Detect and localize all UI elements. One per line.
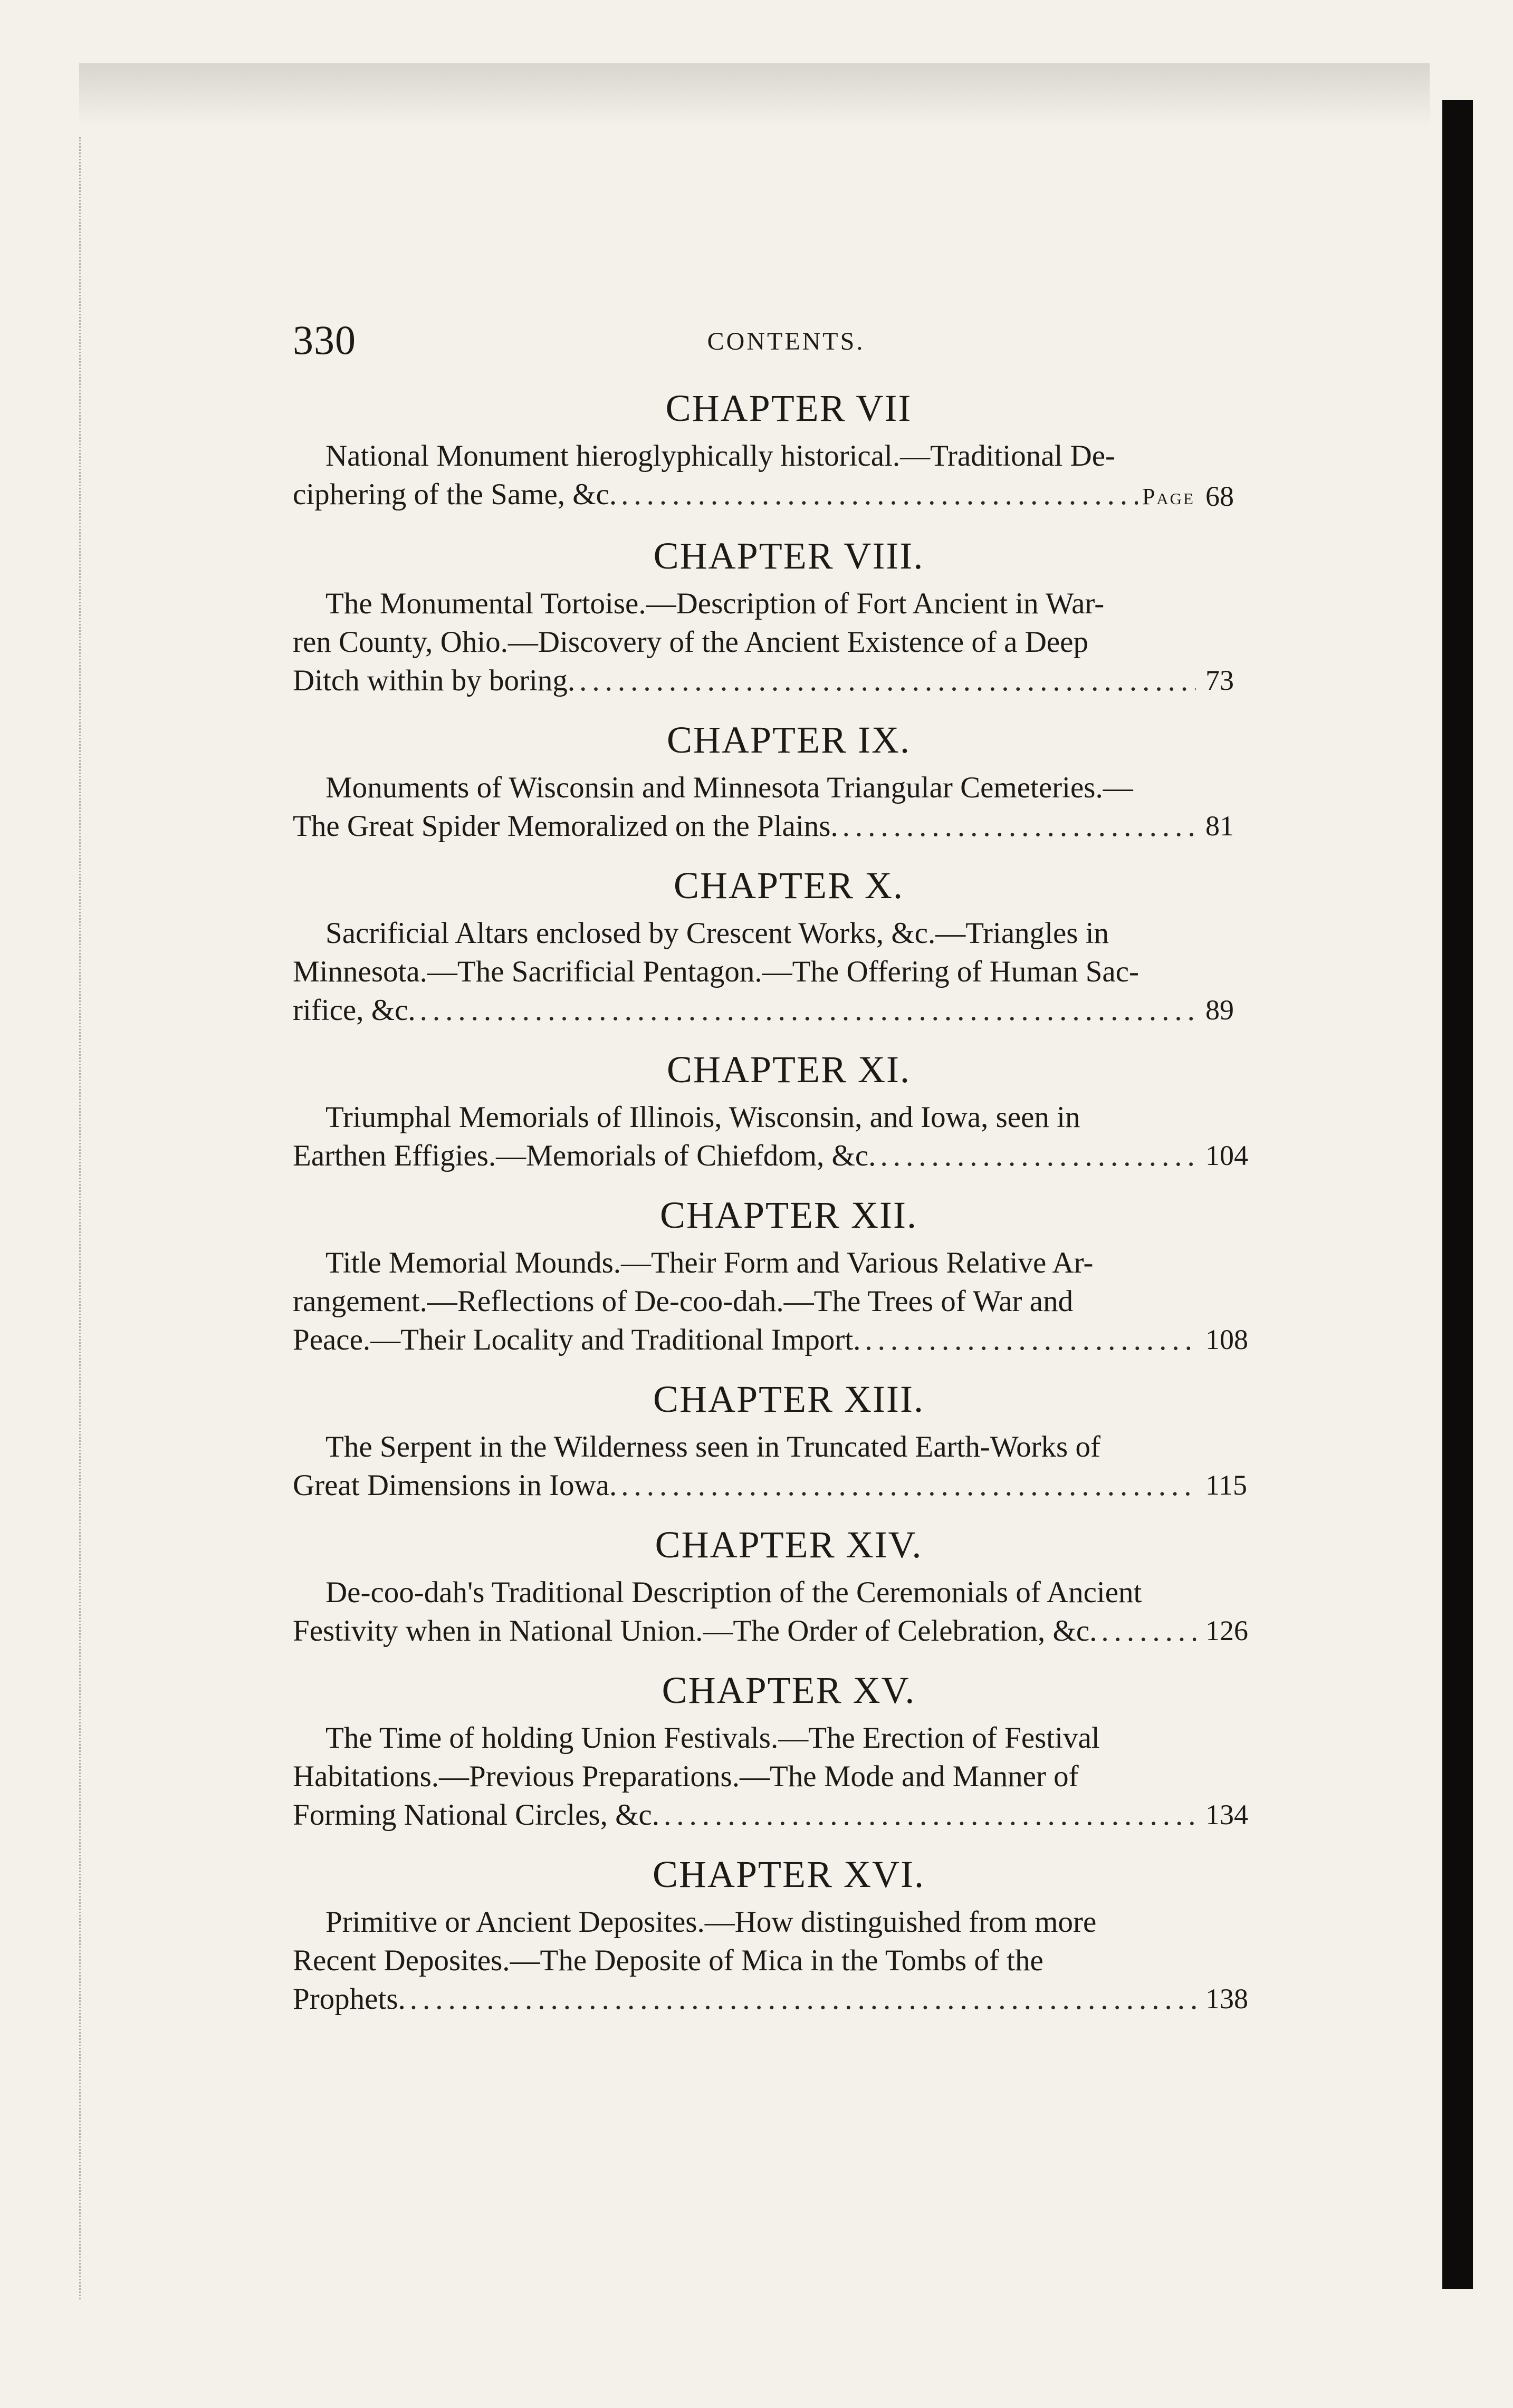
chapter-heading: CHAPTER IX. [666,719,911,761]
chapter-entry [293,380,1274,527]
description-line: Peace.—Their Locality and Traditional Import. [293,1323,861,1356]
dot-leader [621,1466,1196,1505]
page-reference: 81 [1205,810,1234,842]
chapter-description [293,437,1274,527]
chapter-heading: CHAPTER VIII. [653,535,924,577]
chapter-description [293,1244,1274,1371]
page-edge-smudge [79,63,1430,127]
description-line: Minnesota.—The Sacrificial Pentagon.—The Offering of Human Sac- [293,955,1139,988]
page-reference: 126 [1205,1615,1248,1646]
chapter-description [293,1719,1274,1846]
page-reference: 104 [1205,1140,1248,1171]
page-header [293,316,1279,364]
description-line: Triumphal Memorials of Illinois, Wisconsin, and Iowa, seen in [325,1101,1080,1134]
chapter-heading: CHAPTER X. [673,864,904,907]
page-label: Page [1142,484,1195,509]
chapter-heading: CHAPTER XIV. [655,1524,923,1566]
chapter-entry [293,1371,1274,1516]
page-reference: 115 [1205,1469,1247,1501]
chapter-description [293,1428,1274,1516]
description-line: The Time of holding Union Festivals.—The Erection of Festival [325,1721,1100,1755]
dot-leader [865,1321,1196,1359]
page-reference: 134 [1205,1799,1248,1831]
description-line: Prophets. [293,1982,406,2016]
description-last-line [293,475,1200,516]
description-last-line [293,991,1200,1029]
chapter-entry [293,1041,1274,1187]
chapter-description [293,1098,1274,1187]
description-last-line [293,1466,1200,1505]
page-reference: 73 [1205,664,1234,696]
page-reference: 108 [1205,1324,1248,1355]
description-line: rangement.—Reflections of De-coo-dah.—The Trees of War and [293,1285,1074,1318]
chapter-description [293,1573,1274,1662]
chapter-heading: CHAPTER XVI. [652,1853,925,1895]
chapter-heading: CHAPTER VII [665,387,912,429]
description-last-line [293,1612,1200,1650]
chapter-heading: CHAPTER XII. [660,1194,917,1236]
page-reference: 68 [1205,480,1234,512]
chapter-entry [293,527,1274,711]
description-line: Habitations.—Previous Preparations.—The Mode and Manner of [293,1760,1079,1793]
description-line: De-coo-dah's Traditional Description of the Ceremonials of Ancient [325,1576,1142,1609]
description-line: Earthen Effigies.—Memorials of Chiefdom, &c. [293,1139,876,1172]
chapter-entry [293,857,1274,1041]
chapter-entry [293,1662,1274,1846]
description-last-line [293,661,1200,700]
description-line: Primitive or Ancient Deposites.—How distinguished from more [325,1905,1097,1939]
description-line: National Monument hieroglyphically historical.—Traditional De- [325,439,1116,473]
description-line: ren County, Ohio.—Discovery of the Ancient Existence of a Deep [293,625,1088,659]
dot-leader [621,475,1138,514]
description-last-line [293,1136,1200,1175]
chapter-description [293,584,1274,711]
chapter-description [293,768,1274,857]
dot-leader [880,1136,1196,1175]
description-line: Monuments of Wisconsin and Minnesota Triangular Cemeteries.— [325,771,1133,804]
description-line: The Monumental Tortoise.—Description of Fort Ancient in War- [325,587,1105,620]
dot-leader [1101,1612,1196,1650]
description-line: rifice, &c. [293,994,416,1027]
description-line: Ditch within by boring. [293,664,576,697]
binding-shadow-bar [1442,100,1473,2289]
page-reference: 89 [1205,994,1234,1026]
chapter-heading: CHAPTER XI. [666,1048,911,1091]
chapter-entry [293,1187,1274,1371]
dot-leader [410,1980,1196,2018]
chapter-description [293,1903,1274,2030]
description-line: ciphering of the Same, &c. [293,478,617,511]
chapter-heading: CHAPTER XIII. [653,1378,924,1420]
chapter-entry [293,1846,1274,2030]
page-number: 330 [293,317,356,363]
description-line: Forming National Circles, &c. [293,1798,659,1832]
left-margin-specks [79,137,112,2299]
dot-leader [420,991,1196,1029]
chapter-heading: CHAPTER XV. [662,1669,916,1711]
description-line: Great Dimensions in Iowa. [293,1469,617,1502]
running-head: CONTENTS. [707,328,865,355]
description-line: Festivity when in National Union.—The Order of Celebration, &c. [293,1614,1097,1648]
description-last-line [293,1321,1200,1359]
description-line: Sacrificial Altars enclosed by Crescent Works, &c.—Triangles in [325,917,1109,950]
description-line: The Great Spider Memoralized on the Plains. [293,810,838,843]
chapter-entry [293,711,1274,857]
dot-leader [579,661,1196,700]
description-line: The Serpent in the Wilderness seen in Truncated Earth-Works of [325,1430,1100,1463]
description-line: Recent Deposites.—The Deposite of Mica in the Tombs of the [293,1944,1043,1977]
description-last-line [293,1980,1200,2018]
table-of-contents [293,380,1274,2030]
chapter-entry [293,1516,1274,1662]
page-reference: 138 [1205,1983,1248,2015]
description-line: Title Memorial Mounds.—Their Form and Various Relative Ar- [325,1246,1094,1279]
description-last-line [293,807,1200,845]
dot-leader [664,1796,1196,1834]
description-last-line [293,1796,1200,1834]
chapter-description [293,914,1274,1041]
dot-leader [842,807,1196,845]
